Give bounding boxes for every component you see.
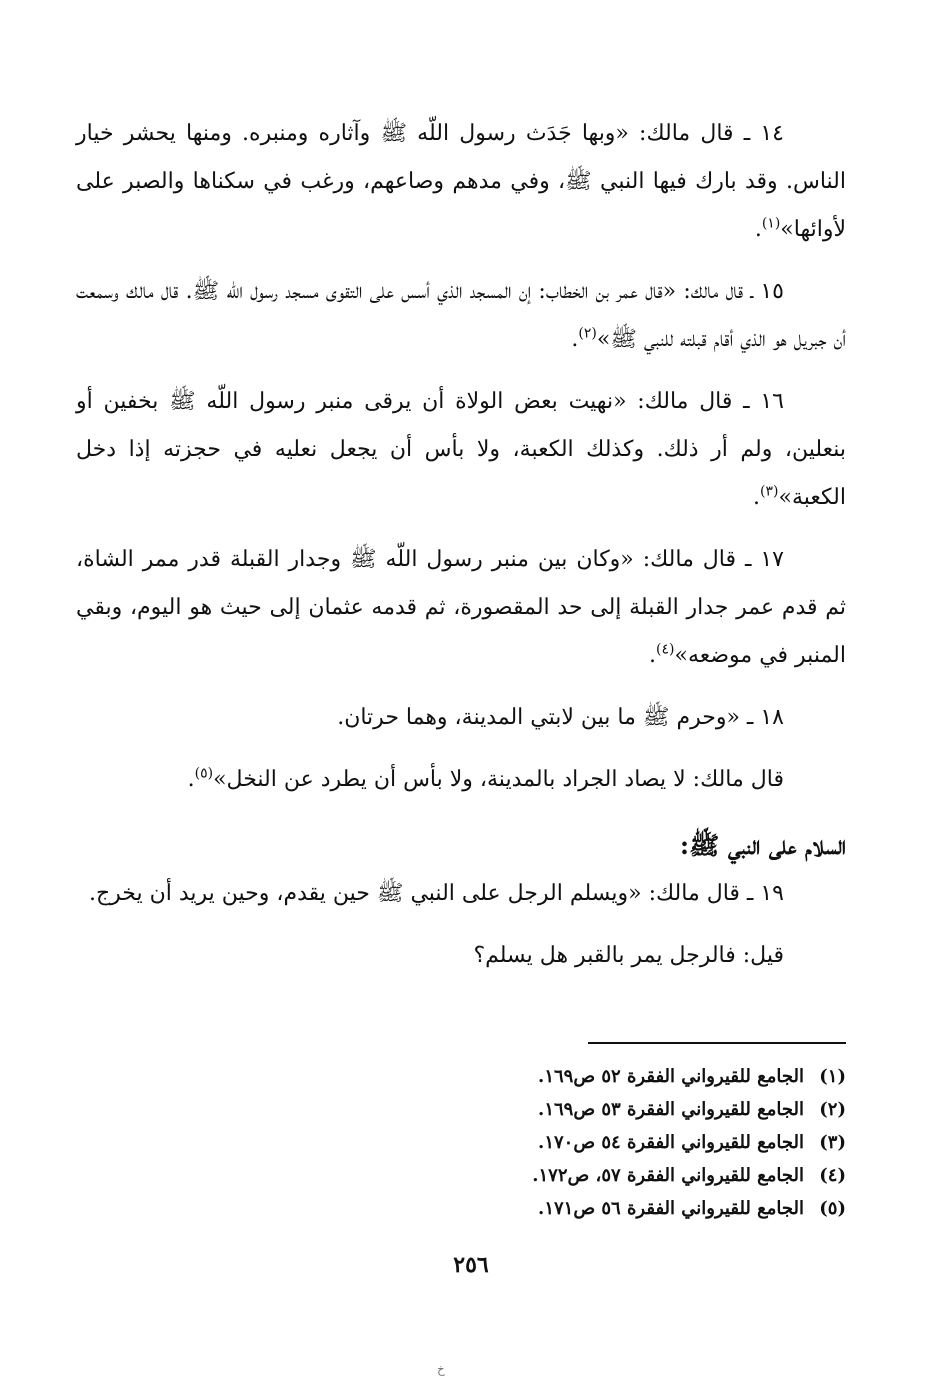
paragraph-15: ١٥ ـ قال مالك: «قال عمر بن الخطاب: إن المسجد الذي أسس على التقوى مسجد رسول اللّه ﷺ. قال مالك وسمعت أن جبريل هو الذي أقام قبلته للنبي ﷺ»$^{(٢)}$. bbox=[76, 279, 846, 352]
footnote-item: (٣) الجامع للقيرواني الفقرة ٥٤ ص١٧٠. bbox=[538, 1132, 846, 1153]
footnote-divider bbox=[588, 1042, 846, 1044]
footnote-item: (٢) الجامع للقيرواني الفقرة ٥٣ ص١٦٩. bbox=[538, 1099, 846, 1120]
paragraph-18-continued: قال مالك: لا يصاد الجراد بالمدينة، ولا بأس أن يطرد عن النخل»$^{(٥)}$. bbox=[187, 765, 784, 792]
page-body bbox=[76, 110, 846, 994]
paragraph-18: ١٨ ـ «وحرم ﷺ ما بين لابتي المدينة، وهما حرتان. bbox=[337, 705, 784, 730]
footnote-item: (٥) الجامع للقيرواني الفقرة ٥٦ ص١٧١. bbox=[538, 1198, 846, 1219]
paragraph-19: ١٩ ـ قال مالك: «ويسلم الرجل على النبي ﷺ حين يقدم، وحين يريد أن يخرج. bbox=[88, 881, 784, 906]
bottom-mark: خ bbox=[437, 1362, 445, 1376]
section-heading: السلام على النبي ﷺ: bbox=[679, 831, 846, 860]
paragraph-17: ١٧ ـ قال مالك: «وكان بين منبر رسول اللّه ﷺ وجدار القبلة قدر ممر الشاة، ثم قدم عمر جدار القبلة إلى حد المقصورة، ثم قدمه عثمان إلى حيث هو اليوم، وبقي المنبر في موضعه»$^{(٤)}$. bbox=[76, 547, 847, 668]
paragraph-14: ١٤ ـ قال مالك: «وبها جَدَث رسول اللّه ﷺ وآثاره ومنبره. ومنها يحشر خيار الناس. وقد بارك فيها النبي ﷺ، وفي مدهم وصاعهم، ورغب في سكناها والصبر على لأوائها»$^{(١)}$. bbox=[76, 121, 846, 242]
paragraph-19-question: قيل: فالرجل يمر بالقبر هل يسلم؟ bbox=[473, 943, 784, 968]
paragraph-16: ١٦ ـ قال مالك: «نهيت بعض الولاة أن يرقى منبر رسول اللّه ﷺ بخفين أو بنعلين، ولم أر ذلك. وكذلك الكعبة، ولا بأس أن يجعل نعليه في حجزته إذا دخل الكعبة»$^{(٣)}$. bbox=[76, 389, 846, 510]
footnote-item: (٤) الجامع للقيرواني الفقرة ٥٧، ص١٧٢. bbox=[532, 1165, 846, 1186]
footnote-item: (١) الجامع للقيرواني الفقرة ٥٢ ص١٦٩. bbox=[538, 1066, 846, 1087]
footnotes-list bbox=[246, 1060, 846, 1225]
page-number: ٢٥٦ bbox=[453, 1252, 489, 1278]
